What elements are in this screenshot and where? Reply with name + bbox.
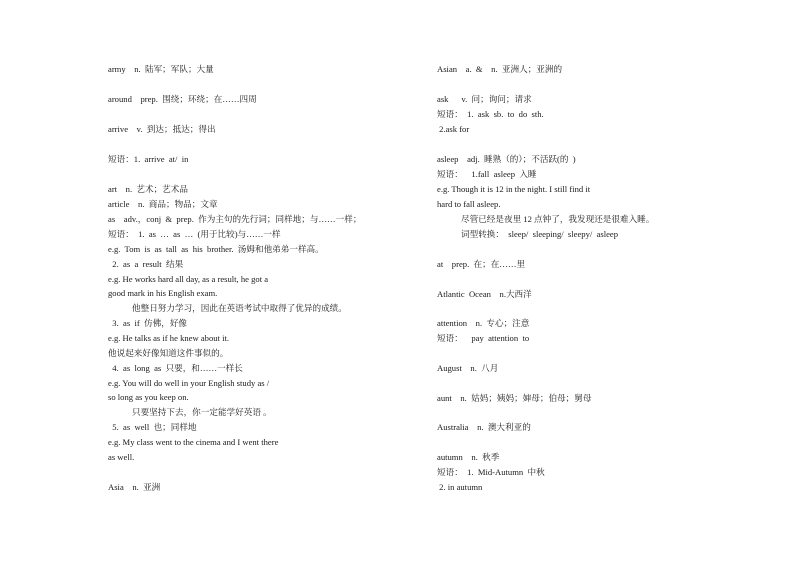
left-entry-line: e.g. You will do well in your English study as / [108,378,270,388]
left-entry-line: 2. as a result 结果 [108,259,184,269]
right-entry-line: August n. 八月 [437,363,499,373]
right-entry-line: hard to fall asleep. [437,199,501,209]
left-entry-line: as adv.，conj & prep. 作为主句的先行词；同样地；与……一样； [108,214,362,224]
left-entry-line: as well. [108,452,135,462]
left-entry-line: 3. as if 仿佛，好像 [108,318,188,328]
left-entry-line: Asia n. 亚洲 [108,482,161,492]
left-entry-line: arrive v. 到达；抵达；得出 [108,124,216,134]
left-entry-line: 短语： 1. as … as … (用于比较)与……一样 [108,229,281,239]
left-entry-line: 他说起来好像知道这件事似的。 [108,348,229,358]
left-entry-line: 5. as well 也；同样地 [108,422,197,432]
right-entry-line: asleep adj. 睡熟（的）；不活跃(的 ) [437,154,576,164]
right-entry-line: 词型转换： sleep/ sleeping/ sleepy/ asleep [461,229,619,239]
right-entry-line: at prep. 在；在……里 [437,259,526,269]
left-entry-line: e.g. Tom is as tall as his brother. 汤姆和他弟弟一样高。 [108,244,324,254]
right-entry-line: 2.ask for [437,124,470,134]
right-entry-line: attention n. 专心；注意 [437,318,530,328]
left-entry-line: so long as you keep on. [108,392,189,402]
right-entry-line: 尽管已经是夜里 12 点钟了，我发现还是很难入睡。 [461,214,655,224]
left-entry-line: 他整日努力学习，因此在英语考试中取得了优异的成绩。 [132,303,347,313]
left-entry-line: around prep. 围绕；环绕；在……四周 [108,94,257,104]
right-entry-line: Asian a. & n. 亚洲人；亚洲的 [437,64,563,74]
right-entry-line: Australia n. 澳大利亚的 [437,422,531,432]
left-entry-line: e.g. He talks as if he knew about it. [108,333,229,343]
right-entry-line: 短语： 1. ask sb. to do sth. [437,109,544,119]
left-entry-line: 只要坚持下去，你一定能学好英语 。 [132,407,272,417]
right-entry-line: aunt n. 姑妈；姨妈；婶母；伯母；舅母 [437,393,592,403]
right-entry-line: 2. in autumn [437,482,483,492]
left-entry-line: 4. as long as 只要，和……一样长 [108,363,243,373]
right-entry-line: 短语： 1.fall asleep 入睡 [437,169,537,179]
left-entry-line: e.g. My class went to the cinema and I went there [108,437,279,447]
left-entry-line: e.g. He works hard all day, as a result, he got a [108,274,269,284]
right-entry-line: ask v. 问；询问；请求 [437,94,532,104]
left-entry-line: army n. 陆军；军队；大量 [108,64,214,74]
right-entry-line: e.g. Though it is 12 in the night. I still find it [437,184,591,194]
right-entry-line: autumn n. 秋季 [437,452,500,462]
left-entry-line: good mark in his English exam. [108,288,218,298]
right-entry-line: 短语： pay attention to [437,333,530,343]
right-entry-line: 短语： 1. Mid-Autumn 中秋 [437,467,545,477]
left-entry-line: 短语：1. arrive at/ in [108,154,189,164]
left-entry-line: article n. 商品；物品；文章 [108,199,218,209]
left-entry-line: art n. 艺术；艺术品 [108,184,188,194]
right-entry-line: Atlantic Ocean n.大西洋 [437,289,532,299]
